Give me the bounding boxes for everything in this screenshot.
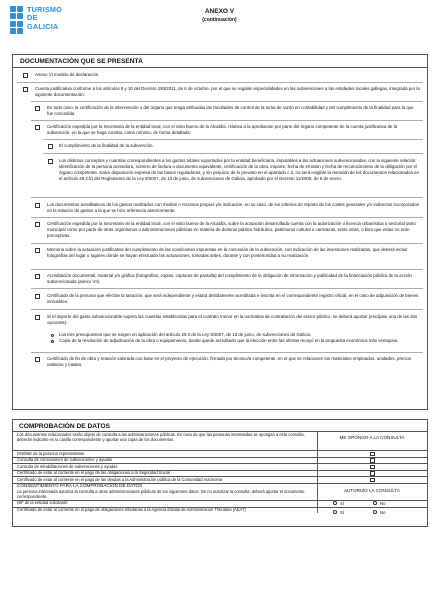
doc-option: Los tres presupuestos que se exigen en aplicación del artículo 29.3 de la Ley 9/2007, de 13 de junio, de subvenciones de Galicia. (59, 332, 312, 337)
doc-item: Acreditación documental, material y/o gráfica (fotografías, copias, capturas de pantalla) del cumplimiento de la obligación de información y publicidad de la financiación pública de la acción subvencionada (anexo VII). (47, 273, 412, 284)
doc-item: El cumplimiento de la finalidad de la subvención. (59, 143, 154, 148)
authorize-no-radio[interactable] (373, 510, 377, 514)
consent-row: NIF de la entidad solicitante (17, 500, 68, 505)
authorize-header: AUTORIZO LA CONSULTA (344, 488, 400, 493)
doc-item: Anexo VI modelo de declaración. (35, 72, 100, 77)
doc-item: Certificación expedida por la Secretaría de la entidad local, con el visto bueno de la Alcaldía, relativa a la aprobación por parte del órgano competente de la cuenta justificativa de la subvención, en la que se haga constar, como mínimo, de forma detallada: (47, 124, 398, 135)
no-label: No (380, 500, 386, 506)
annex-title: ANEXO V (204, 8, 235, 15)
oppose-header: ME OPONGO A LA CONSULTA (339, 435, 405, 440)
annex-continuation: (continuación) (202, 17, 237, 23)
authorize-yes-radio[interactable] (333, 510, 337, 514)
doc-item: Cuenta justificativa conforme a los artículos 8 y 10 del Decreto 193/2011, de 6 de octubre, por el que se regulan especialidades en las subvenciones a las entidades locales gallegas, integrada por la siguiente documentación: (35, 86, 420, 97)
oppose-checkbox[interactable] (370, 452, 375, 457)
checkbox-annex-vi[interactable] (23, 73, 28, 78)
oppose-checkbox[interactable] (370, 458, 375, 463)
oppose-checkbox[interactable] (370, 471, 375, 476)
doc-item: Los distintos conceptos y cuantías correspondientes a los gastos totales soportados por la entidad beneficiaria, imputables a las actuaciones subvencionadas, con la siguiente relación: identificación de la persona acreedora, número de factura o documento equivalente, certificación de la obra, importe, fecha de emisión y fecha de reconocimiento de la obligación por el órgano competente. Salvo disposición expresa de las bases reguladoras, y sin perjuicio de lo previsto en el apartado c.3, no será exigible la remisión de los documentos relacionados en el artículo 48.2.b) del Reglamento de la Ley 9/2007, de 13 de junio, de subvenciones de Galicia, aprobado por el Decreto 11/2009, de 8 de enero. (59, 158, 420, 181)
no-label: No (380, 509, 386, 515)
verification-row: Consulta de inhabilitaciones de subvenciones y ayudas (17, 463, 118, 469)
authorize-no-radio[interactable] (373, 501, 377, 505)
logo-text: TURISMO DE GALICIA (27, 5, 63, 31)
checkbox-conceptos-cuantias[interactable] (48, 159, 53, 164)
yes-label: Sí (340, 500, 345, 506)
doc-item: Certificado de fin de obra y relación valorada con base en el proyecto de ejecución, firmada por técnico/a competente, en el que se relacionen los materiales empleados, unidades, precios unitarios y totales. (47, 356, 412, 367)
verification-intro: Los documentos relacionados serán objeto de consulta a las administraciones públicas. En caso de que las personas interesadas se opongan a esta consulta, deberán indicarlo en la casilla correspondiente y aportar una copia de los documentos. (17, 432, 305, 443)
doc-item: Memoria sobre la actuación justificativa del cumplimiento de las condiciones impuestas en la concesión de la subvención, con indicación de las inversiones realizadas, que deberá incluir fotografías del lugar o lugares donde se hayan efectuado las actuaciones, tomadas antes, durante y con posterioridad a su realización. (47, 247, 408, 258)
doc-item: Los documentos acreditativos de los gastos realizados con medios o recursos propios y/a indicación, en su caso, de los criterios de reparto de los costes generales y/o indirectos incorporados en la relación de gastos a la que se hizo referencia anteriormente. (47, 202, 419, 213)
verification-row: Certificado de estar al corriente en el pago de las deudas a la Administración pública de la Comunidad Autónoma (17, 476, 223, 482)
doc-item: En todo caso, la certificación de la intervención o del órgano que tenga atribuidas las facultades de control de la toma de razón en contabilidad y del cumplimiento de la finalidad para la que fue concedida. (47, 105, 414, 116)
oppose-checkbox[interactable] (370, 478, 375, 483)
checkbox-memoria[interactable] (35, 248, 40, 253)
verification-section (12, 419, 428, 527)
authorize-yes-radio[interactable] (333, 501, 337, 505)
oppose-checkbox[interactable] (370, 465, 375, 470)
checkbox-cumplimiento-finalidad[interactable] (48, 144, 53, 149)
radio-tres-presupuestos[interactable] (51, 334, 54, 337)
doc-option: Copia de la resolución de adjudicación de la obra o equipamiento, donde quede acreditado que la elección entre las ofertas recayó en la propuesta económica más ventajosa. (59, 338, 399, 343)
doc-item: Si el importe del gasto subvencionable supera las cuantías establecidas para el contrato menor en la normativa de contratación del sector público, se deberá aportar (escójase una de las dos opciones): (47, 314, 418, 325)
checkbox-certificado-fin-obra[interactable] (35, 357, 40, 362)
checkbox-documentos-acreditativos[interactable] (35, 203, 40, 208)
yes-label: Sí (340, 509, 345, 515)
section-title: COMPROBACIÓN DE DATOS (19, 423, 110, 430)
checkbox-cuenta-justificativa[interactable] (23, 87, 28, 92)
radio-resolucion-adjudicacion[interactable] (51, 340, 54, 343)
doc-item: Certificación expedida por la Secretaría de la entidad local, con el visto bueno de la Alcaldía, sobre la actuación desarrollada cuenta con la autorización o licencia urbanística o sectorial tanto municipal como por parte de otras organismos o administraciones públicas en materia de dominio público hidráulico, patrimonio cultural o carreteras, entre otras, o bien que estas no eran preceptivas. (47, 221, 416, 238)
checkbox-certificacion-intervencion[interactable] (35, 106, 40, 111)
checkbox-certificacion-secretaria[interactable] (35, 125, 40, 130)
documentation-section (12, 54, 428, 410)
checkbox-importe-gasto[interactable] (35, 315, 40, 320)
consent-title: CONSENTIMIENTO PARA LA COMPROBACIÓN DE DATOS (17, 483, 143, 488)
verification-row: DNI/NIE de la persona representante (17, 450, 85, 456)
verification-row: Certificado de estar al corriente en el pago de las obligaciones a la Seguridad Social (17, 470, 170, 475)
checkbox-acreditacion-publicidad[interactable] (35, 274, 40, 279)
consent-intro: La persona interesada autoriza la consulta a otras administraciones públicas de los siguientes datos. De no autorizar la consulta, deberá aportar el documento correspondiente. (17, 488, 305, 499)
section-title: DOCUMENTACIÓN QUE SE PRESENTA (20, 58, 143, 65)
checkbox-certificado-tasacion[interactable] (35, 294, 40, 299)
verification-row: Consulta de concesiones de subvenciones y ayudas (17, 457, 113, 462)
doc-item: Certificado de la persona que efectúe la tasación, que será independiente y estará debidamente acreditada e inscrita en el correspondiente registro oficial, en el caso de adquisición de bienes inmuebles. (47, 293, 419, 304)
checkbox-autorizacion-licencia[interactable] (35, 222, 40, 227)
consent-row: Certificado de estar al corriente en el pago de obligaciones tributarias a la Agencia Estatal de Administración Tributaria (AEAT) (17, 507, 246, 512)
